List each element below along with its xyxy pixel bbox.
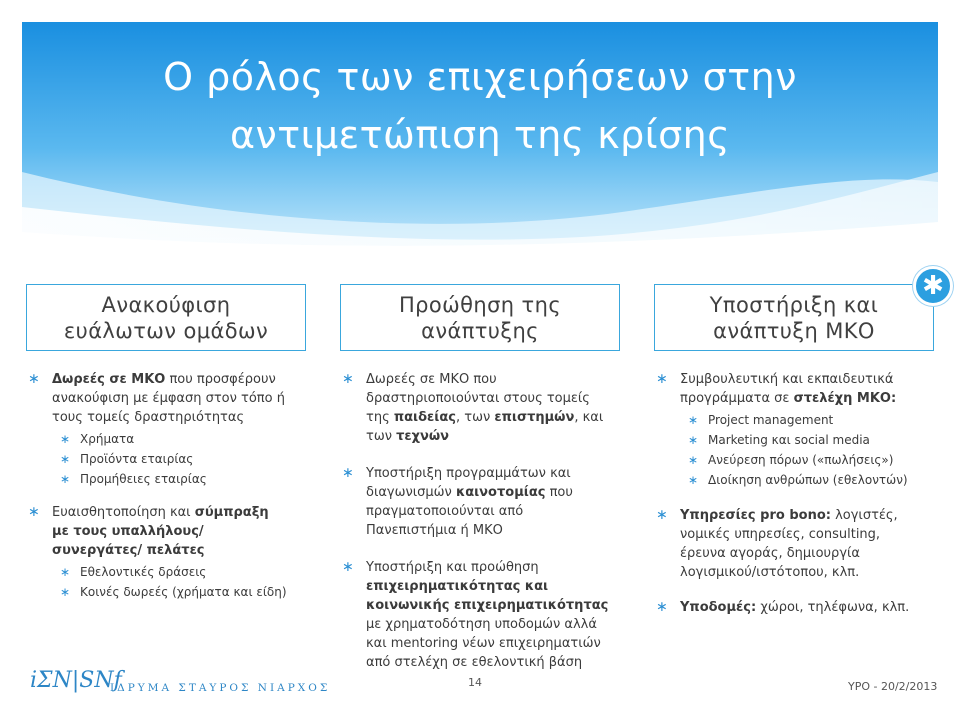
list-item (654, 370, 924, 490)
title-line-2: αντιμετώπιση της κρίσης (229, 113, 731, 157)
title-line-1: Ο ρόλος των επιχειρήσεων στην (163, 55, 797, 99)
bullet-text: με χρηματοδότηση υποδομών αλλά και mentoring νέων επιχειρηματιών από στελέχη σε εθελοντική βάση (366, 617, 601, 670)
list-item (654, 598, 924, 617)
bullet-text: , και των (366, 410, 604, 444)
page-title (22, 48, 938, 164)
sub-list-item: ∗ Marketing και social media (680, 430, 924, 450)
bullet-text: λογιστές, νομικές υπηρεσίες, consulting, έρευνα αγοράς, δημιουργία λογισμικού/ιστότοπου, κλπ. (680, 508, 898, 580)
logo-text: ΙΔΡΥΜΑ ΣΤΑΥΡΟΣ ΝΙΑΡΧΟΣ (110, 682, 331, 694)
bullet-text: που πραγματοποιούνται από Πανεπιστήμια ή ΜΚΟ (366, 485, 573, 538)
bullet-text: Υποστήριξη και προώθηση (366, 560, 539, 575)
bullet-bold: Δωρεές σε ΜΚΟ (52, 372, 166, 387)
column-growth (340, 370, 612, 686)
bullet-bold: Υποδομές: (680, 600, 757, 615)
heading-line-2: ανάπτυξης (421, 318, 539, 343)
bullet-bold: στελέχη ΜΚΟ: (793, 391, 897, 406)
bullet-text: Ευαισθητοποίηση και (52, 505, 195, 520)
bullet-bold: σύμπραξη με τους υπαλλήλους/ συνεργάτες/ πελάτες (52, 505, 269, 558)
column-heading-growth (340, 284, 620, 351)
bullet-bold: τεχνών (396, 429, 450, 444)
sub-list-item: ∗ Προϊόντα εταιρίας (52, 449, 288, 469)
bullet-bold: καινοτομίας (455, 485, 546, 500)
sub-list-item: ∗ Εθελοντικές δράσεις (52, 562, 288, 582)
bullet-text: , των (455, 410, 495, 425)
sub-list-item: ∗ Διοίκηση ανθρώπων (εθελοντών) (680, 470, 924, 490)
list-item (654, 506, 924, 582)
bullet-text: Υποστήριξη προγραμμάτων και διαγωνισμών (366, 466, 571, 500)
bullet-text: Συμβουλευτική και εκπαιδευτικά προγράμματα σε (680, 372, 894, 406)
list-item (340, 558, 612, 672)
asterisk-button[interactable]: ✱ (913, 266, 953, 306)
sub-list-item: ∗ Προμήθειες εταιρίας (52, 469, 288, 489)
sub-list-item: ∗ Project management (680, 410, 924, 430)
bullet-text: χώροι, τηλέφωνα, κλπ. (756, 600, 910, 615)
heading-line-2: ευάλωτων ομάδων (63, 318, 269, 343)
bullet-bold: επιχειρηματικότητας και κοινωνικής επιχειρηματικότητας (366, 579, 609, 613)
bullet-text: Δωρεές σε ΜΚΟ που δραστηριοποιούνται στους τομείς της (366, 372, 590, 425)
column-heading-ngo (654, 284, 934, 351)
list-item (26, 503, 288, 602)
heading-line-1: Προώθηση της (398, 292, 562, 317)
list-item (340, 370, 612, 446)
column-ngo (654, 370, 924, 631)
bullet-text: που προσφέρουν ανακούφιση με έμφαση στον τόπο ή τους τομείς δραστηριότητας (52, 372, 285, 425)
column-relief (26, 370, 288, 616)
bullet-bold: παιδείας (393, 410, 456, 425)
bullet-bold: επιστημών (494, 410, 575, 425)
list-item (340, 464, 612, 540)
logo-mark: iΣN|SNf (30, 668, 122, 693)
bullet-bold: Υπηρεσίες pro bono: (680, 508, 831, 523)
sub-list-item: ∗ Κοινές δωρεές (χρήματα και είδη) (52, 582, 288, 602)
heading-line-1: Ανακούφιση (101, 292, 231, 317)
page-number: 14 (468, 676, 482, 689)
column-heading-relief (26, 284, 306, 351)
sub-list-item: ∗ Χρήματα (52, 429, 288, 449)
heading-line-2: ανάπτυξη ΜΚΟ (713, 318, 875, 343)
heading-line-1: Υποστήριξη και (709, 292, 879, 317)
list-item (26, 370, 288, 489)
sub-list-item: ∗ Ανεύρεση πόρων («πωλήσεις») (680, 450, 924, 470)
footer-date: YPO - 20/2/2013 (848, 680, 938, 693)
